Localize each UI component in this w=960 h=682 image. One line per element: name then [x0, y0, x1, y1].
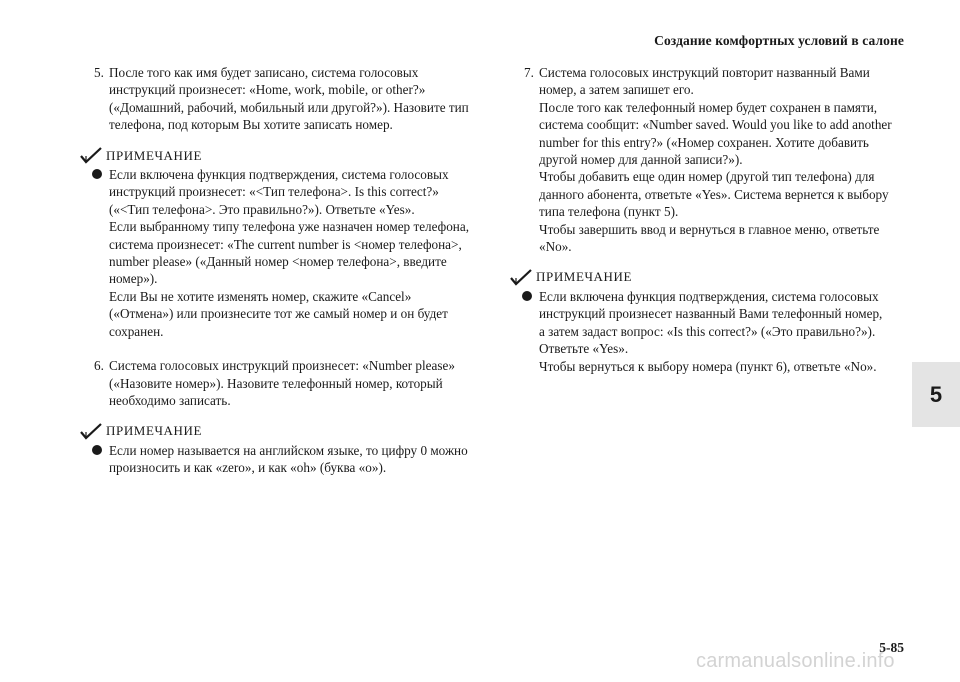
step-line: Система голосовых инструкций произнесет: «Number please»: [109, 358, 455, 374]
step-7: [520, 64, 900, 255]
note-line: Если Вы не хотите изменять номер, скажите «Cancel»: [109, 288, 412, 304]
note-line: («<Тип телефона>. Это правильно?»). Ответьте «Yes».: [109, 201, 415, 217]
note-body: [90, 442, 490, 477]
step-line: number for this entry?» («Номер сохранен. Хотите добавить: [539, 134, 869, 150]
note-line: а затем задаст вопрос: «Is this correct?» («Это правильно?»).: [539, 323, 876, 339]
note-line: Ответьте «Yes».: [539, 341, 629, 357]
note-body: [90, 166, 490, 340]
note-checkmark-icon: [80, 423, 102, 440]
note-line: инструкций произнесет: «<Тип телефона>. Is this correct?»: [109, 184, 439, 200]
note-block: [90, 422, 490, 476]
note-line: («Отмена») или произнесите тот же самый номер и он будет: [109, 306, 448, 322]
step-line: «No».: [539, 239, 572, 255]
step-line: данного абонента, ответьте «Yes». Система вернется к выбору: [539, 186, 889, 202]
note-line: произносить и как «zero», и как «oh» (буква «o»).: [109, 460, 387, 476]
note-line: Чтобы вернуться к выбору номера (пункт 6), ответьте «No».: [539, 358, 877, 374]
step-line: Чтобы добавить еще один номер (другой тип телефона) для: [539, 169, 875, 185]
step-line: инструкций произнесет: «Home, work, mobile, or other?»: [109, 82, 426, 98]
step-line: необходимо записать.: [109, 392, 231, 408]
step-number: 7.: [524, 65, 534, 80]
step-line: После того как имя будет записано, система голосовых: [109, 65, 419, 80]
step-line: Система голосовых инструкций повторит названный Вами: [539, 65, 870, 80]
bullet-dot-icon: [92, 169, 102, 179]
step-6: [90, 357, 490, 409]
left-column: [90, 64, 490, 477]
step-line: система сообщит: «Number saved. Would you like to add another: [539, 117, 892, 133]
note-line: сохранен.: [109, 323, 164, 339]
note-line: Если номер называется на английском языке, то цифру 0 можно: [109, 442, 468, 458]
note-heading: [510, 268, 900, 285]
note-heading-label: ПРИМЕЧАНИЕ: [536, 269, 633, 285]
note-heading-label: ПРИМЕЧАНИЕ: [106, 423, 203, 439]
note-line: номер»).: [109, 271, 158, 287]
note-line: система произнесет: «The current number is <номер телефона>,: [109, 236, 462, 252]
bullet-dot-icon: [522, 291, 532, 301]
note-line: Если выбранному типу телефона уже назначен номер телефона,: [109, 219, 470, 235]
step-line: номер, а затем запишет его.: [539, 82, 694, 98]
step-line: («Домашний, рабочий, мобильный или другой?»). Назовите тип: [109, 99, 469, 115]
right-column: [520, 64, 900, 375]
note-line: Если включена функция подтверждения, система голосовых: [539, 288, 879, 304]
note-block: [90, 147, 490, 340]
note-checkmark-icon: [80, 147, 102, 164]
page-number: 5-85: [879, 640, 904, 655]
step-number: 5.: [94, 65, 104, 80]
step-line: типа телефона (пункт 5).: [539, 204, 679, 220]
chapter-tab: 5: [912, 362, 960, 427]
note-heading-label: ПРИМЕЧАНИЕ: [106, 147, 203, 163]
step-line: телефона, под которым Вы хотите записать номер.: [109, 117, 393, 133]
step-line: («Назовите номер»). Назовите телефонный номер, который: [109, 375, 443, 391]
step-line: После того как телефонный номер будет сохранен в памяти,: [539, 99, 878, 115]
note-line: number please» («Данный номер <номер телефона>, введите: [109, 254, 447, 270]
step-line: Чтобы завершить ввод и вернуться в главное меню, ответьте: [539, 221, 880, 237]
note-body: [520, 288, 900, 375]
note-line: Если включена функция подтверждения, система голосовых: [109, 167, 449, 183]
step-number: 6.: [94, 358, 104, 374]
step-line: другой номер для данной записи?»).: [539, 152, 743, 168]
note-heading: [80, 147, 490, 164]
step-5: [90, 64, 490, 134]
note-heading: [80, 422, 490, 439]
note-block: [520, 268, 900, 374]
bullet-dot-icon: [92, 445, 102, 455]
page-header-title: Создание комфортных условий в салоне: [654, 33, 904, 48]
watermark: carmanualsonline.info: [696, 650, 895, 672]
note-line: инструкций произнесет названный Вами телефонный номер,: [539, 306, 883, 322]
note-checkmark-icon: [510, 269, 532, 286]
